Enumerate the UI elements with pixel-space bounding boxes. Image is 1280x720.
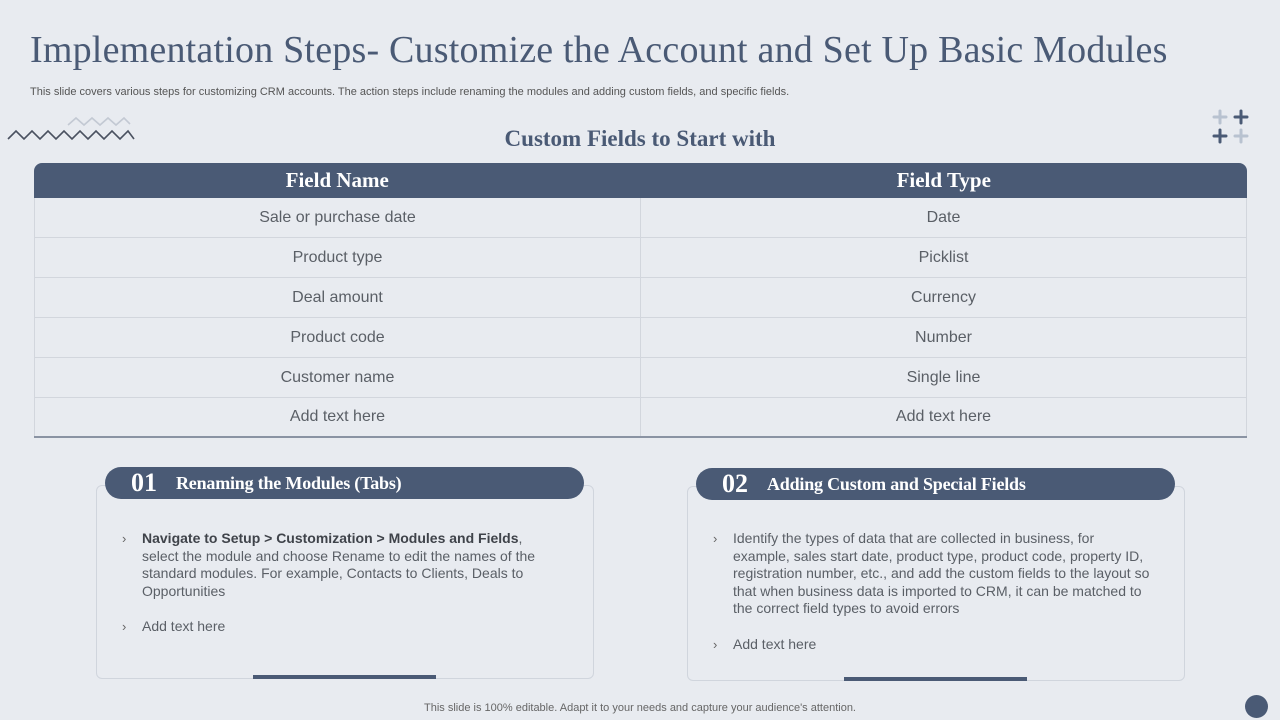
table-title: Custom Fields to Start with xyxy=(504,126,776,151)
cell-field-type: Number xyxy=(640,318,1247,357)
chevron-right-icon: › xyxy=(713,531,718,546)
step-header-02 xyxy=(696,468,1175,500)
accent-bar xyxy=(844,677,1027,681)
bullet-item xyxy=(122,618,562,636)
bullet-text: , select the module and choose Rename to edit the names of the standard modules. For example, Contacts to Clients, Deals to Opportunities xyxy=(142,530,536,599)
table-row xyxy=(34,278,1247,318)
bullet-text: Identify the types of data that are collected in business, for example, sales start date, product type, product code, property ID, registration number, etc., and add the custom fields to the layout so that when business data is imported to CRM, it can be matched to the correct field types to avoid errors xyxy=(733,530,1150,616)
step-title: Adding Custom and Special Fields xyxy=(767,473,1026,494)
table-row xyxy=(34,238,1247,278)
table-row xyxy=(34,358,1247,398)
table-row xyxy=(34,318,1247,358)
step-header-01 xyxy=(105,467,584,499)
bullet-text: Add text here xyxy=(142,618,226,634)
cell-field-type: Picklist xyxy=(640,238,1247,277)
cell-field-name: Product type xyxy=(34,238,640,277)
cell-field-name: Add text here xyxy=(34,398,640,436)
slide-title: Implementation Steps- Customize the Account and Set Up Basic Modules xyxy=(30,29,1168,71)
step-number: 01 xyxy=(131,468,157,497)
custom-fields-table xyxy=(34,163,1247,438)
header-field-name: Field Name xyxy=(285,168,389,192)
chevron-right-icon: › xyxy=(713,636,718,652)
bullet-item xyxy=(122,530,562,600)
circle-dot-icon xyxy=(1245,695,1268,718)
step-01-bullets xyxy=(122,530,562,654)
cell-field-type: Single line xyxy=(640,358,1247,397)
bullet-bold-text: Navigate to Setup > Customization > Modules and Fields xyxy=(142,530,519,546)
accent-bar xyxy=(253,675,436,679)
table-row xyxy=(34,398,1247,438)
cell-field-name: Product code xyxy=(34,318,640,357)
cell-field-type: Date xyxy=(640,198,1247,237)
cell-field-type: Currency xyxy=(640,278,1247,317)
slide-footer: This slide is 100% editable. Adapt it to your needs and capture your audience's attention. xyxy=(424,702,856,714)
bullet-item xyxy=(713,636,1153,654)
step-number: 02 xyxy=(722,469,748,498)
chevron-right-icon: › xyxy=(122,531,127,546)
cell-field-type: Add text here xyxy=(640,398,1247,436)
slide-subtitle: This slide covers various steps for customizing CRM accounts. The action steps include renaming the modules and adding custom fields, and specific fields. xyxy=(30,86,790,98)
bullet-item xyxy=(713,530,1153,618)
step-title: Renaming the Modules (Tabs) xyxy=(176,472,402,493)
cell-field-name: Customer name xyxy=(34,358,640,397)
table-header xyxy=(34,163,1247,198)
step-02-bullets xyxy=(713,530,1153,671)
cell-field-name: Deal amount xyxy=(34,278,640,317)
chevron-right-icon: › xyxy=(122,619,127,634)
cell-field-name: Sale or purchase date xyxy=(34,198,640,237)
header-field-type: Field Type xyxy=(896,168,991,192)
bullet-text: Add text here xyxy=(733,635,817,652)
table-row xyxy=(34,198,1247,238)
